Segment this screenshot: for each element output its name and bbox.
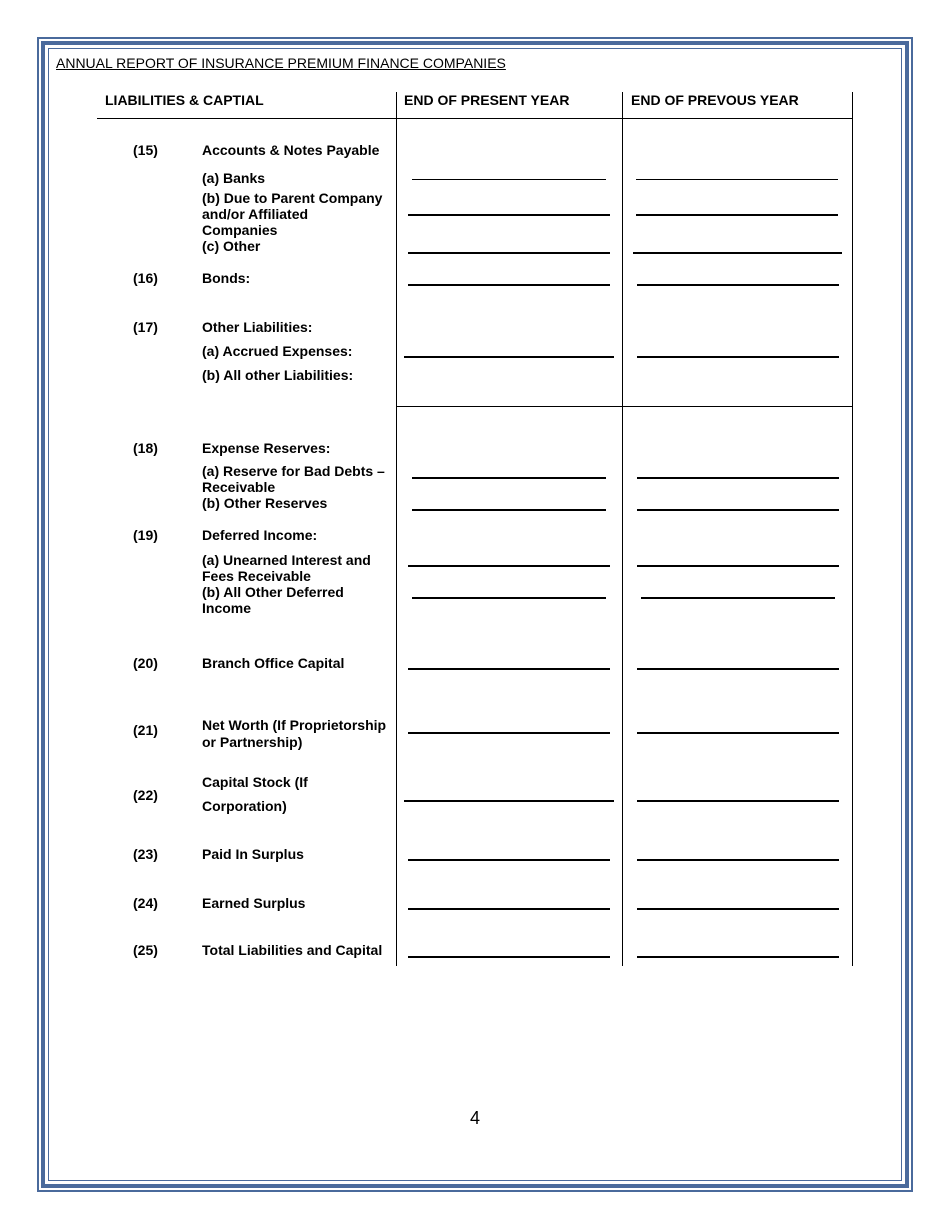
item-number: (22)	[133, 787, 158, 803]
present-year-blank-net-worth[interactable]	[408, 732, 610, 734]
present-year-blank-bonds[interactable]	[408, 284, 610, 286]
present-year-blank-banks[interactable]	[412, 179, 606, 180]
present-year-blank-earned-surplus[interactable]	[408, 908, 610, 910]
present-year-blank-branch-office-capital[interactable]	[408, 668, 610, 670]
item-label-other-liabilities: Other Liabilities:	[202, 319, 313, 335]
present-year-blank-total[interactable]	[408, 956, 610, 958]
previous-year-blank-accrued-expenses[interactable]	[637, 356, 839, 358]
previous-year-blank-all-other-deferred[interactable]	[641, 597, 835, 599]
section-rule	[396, 406, 853, 407]
previous-year-blank-other-reserves[interactable]	[637, 509, 839, 511]
item-label-total-liabilities-capital: Total Liabilities and Capital	[202, 942, 383, 958]
sub-item-label-due-to-parent: Companies	[202, 222, 278, 238]
present-year-blank-reserve-bad-debts[interactable]	[412, 477, 606, 479]
sub-item-label-unearned-interest: Fees Receivable	[202, 568, 311, 584]
present-year-blank-due-to-parent[interactable]	[408, 214, 610, 216]
item-label-accounts-notes-payable: Accounts & Notes Payable	[202, 142, 380, 158]
sub-item-label-due-to-parent: and/or Affiliated	[202, 206, 309, 222]
column-header-previous-year: END OF PREVOUS YEAR	[631, 92, 799, 108]
sub-item-label-unearned-interest: (a) Unearned Interest and	[202, 552, 371, 568]
item-label-expense-reserves: Expense Reserves:	[202, 440, 331, 456]
sub-item-label-all-other-deferred: Income	[202, 600, 252, 616]
item-number: (15)	[133, 142, 158, 158]
item-label-bonds: Bonds:	[202, 270, 251, 286]
page-border-inner	[48, 48, 902, 1181]
item-number: (23)	[133, 846, 158, 862]
report-title: ANNUAL REPORT OF INSURANCE PREMIUM FINANCE COMPANIES	[56, 55, 506, 71]
previous-year-blank-total[interactable]	[637, 956, 839, 958]
previous-year-blank-unearned-interest[interactable]	[637, 565, 839, 567]
sub-item-label-reserve-bad-debts: (a) Reserve for Bad Debts –	[202, 463, 385, 479]
sub-item-label-other-reserves: (b) Other Reserves	[202, 495, 328, 511]
previous-year-blank-net-worth[interactable]	[637, 732, 839, 734]
item-label-net-worth: Net Worth (If Proprietorship	[202, 717, 387, 733]
column-divider-left	[396, 92, 397, 966]
sub-item-label-accrued-expenses: (a) Accrued Expenses:	[202, 343, 353, 359]
item-label-net-worth: or Partnership)	[202, 734, 303, 750]
sub-item-label-reserve-bad-debts: Receivable	[202, 479, 276, 495]
present-year-blank-paid-in-surplus[interactable]	[408, 859, 610, 861]
previous-year-blank-bonds[interactable]	[637, 284, 839, 286]
item-label-capital-stock: Corporation)	[202, 798, 287, 814]
column-divider-middle	[622, 92, 623, 966]
column-header-present-year: END OF PRESENT YEAR	[404, 92, 570, 108]
item-label-branch-office-capital: Branch Office Capital	[202, 655, 345, 671]
present-year-blank-other-reserves[interactable]	[412, 509, 606, 511]
present-year-blank-unearned-interest[interactable]	[408, 565, 610, 567]
present-year-blank-other[interactable]	[408, 252, 610, 254]
item-number: (25)	[133, 942, 158, 958]
previous-year-blank-earned-surplus[interactable]	[637, 908, 839, 910]
item-number: (18)	[133, 440, 158, 456]
sub-item-label-all-other-liabilities: (b) All other Liabilities:	[202, 367, 354, 383]
previous-year-blank-banks[interactable]	[636, 179, 838, 180]
present-year-blank-accrued-expenses[interactable]	[404, 356, 614, 358]
column-header-liabilities: LIABILITIES & CAPTIAL	[105, 92, 264, 108]
previous-year-blank-branch-office-capital[interactable]	[637, 668, 839, 670]
previous-year-blank-due-to-parent[interactable]	[636, 214, 838, 216]
item-number: (19)	[133, 527, 158, 543]
item-label-earned-surplus: Earned Surplus	[202, 895, 306, 911]
page-number: 4	[469, 1108, 480, 1128]
sub-item-label-due-to-parent: (b) Due to Parent Company	[202, 190, 383, 206]
sub-item-label-banks: (a) Banks	[202, 170, 266, 186]
item-label-capital-stock: Capital Stock (If	[202, 774, 308, 790]
item-label-paid-in-surplus: Paid In Surplus	[202, 846, 304, 862]
sub-item-label-other: (c) Other	[202, 238, 261, 254]
column-divider-right	[852, 92, 853, 966]
item-number: (24)	[133, 895, 158, 911]
previous-year-blank-paid-in-surplus[interactable]	[637, 859, 839, 861]
item-label-deferred-income: Deferred Income:	[202, 527, 318, 543]
item-number: (17)	[133, 319, 158, 335]
header-rule	[97, 118, 853, 119]
item-number: (20)	[133, 655, 158, 671]
item-number: (16)	[133, 270, 158, 286]
present-year-blank-capital-stock[interactable]	[404, 800, 614, 802]
previous-year-blank-reserve-bad-debts[interactable]	[637, 477, 839, 479]
previous-year-blank-other[interactable]	[633, 252, 842, 254]
present-year-blank-all-other-deferred[interactable]	[412, 597, 606, 599]
item-number: (21)	[133, 722, 158, 738]
sub-item-label-all-other-deferred: (b) All Other Deferred	[202, 584, 344, 600]
previous-year-blank-capital-stock[interactable]	[637, 800, 839, 802]
